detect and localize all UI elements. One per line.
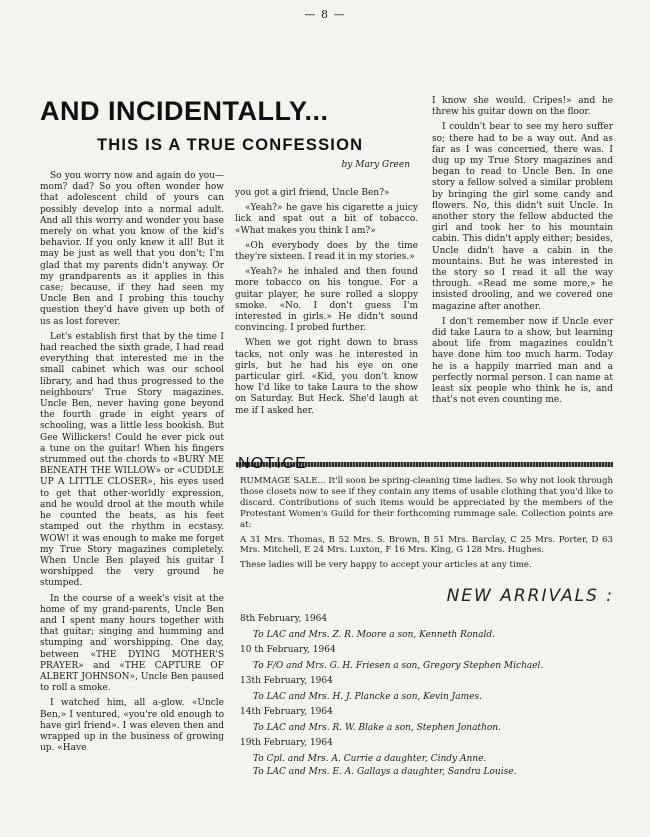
arrival-group [240,614,613,641]
article-paragraph: When we got right down to brass tacks, not only was he interested in girls, but he had his eye on one particular girl. «Kid, you don't know how I'd like to take Laura to the show on Saturday. But Heck. She'd laugh at me if I asked her. [235,338,418,416]
article-paragraph: So you worry now and again do you—mom? dad? So you often wonder how that adolescent child of yours can possibly develop into a normal adult. And all this worry and wonder you base merely on what you know of the kid's behavior. If you only knew it all! But it may be just as well that you don't; I'm glad that my parents didn't anyway. Or my grandparents as it applies in this case; because, if they had seen my Uncle Ben and I probing this touchy question they'd have given up both of us as lost forever. [40,171,224,327]
notice-title: NOTICE [238,455,308,472]
notice-body [240,476,613,575]
arrival-date: 13th February, 1964 [240,676,333,686]
article-paragraph: you got a girl friend, Uncle Ben?» [235,188,390,198]
arrival-group [240,707,613,734]
article-paragraph: «Yeah?» he inhaled and then found more tobacco on his tongue. For a guitar player, he sure rolled a sloppy smoke. «No. I don't guess I'm interested in girls.» He didn't sound convincing. I probed further. [235,267,418,334]
arrival-entry: To LAC and Mrs. H. J. Plancke a son, Kevin James. [253,692,482,702]
arrival-entry: To Cpl. and Mrs. A. Currie a daughter, Cindy Anne. [253,754,487,764]
arrival-group [240,645,613,672]
article-column-3 [432,96,613,410]
article-subheadline: THIS IS A TRUE CONFESSION [97,136,364,154]
arrival-entry: To LAC and Mrs. Z. R. Moore a son, Kenneth Ronald. [253,630,495,640]
arrival-date: 8th February, 1964 [240,614,328,624]
arrival-date: 14th February, 1964 [240,707,333,717]
article-paragraph: I don't remember now if Uncle ever did take Laura to a show, but learning about life from magazines couldn't have done him too much harm. Today he is a happily married man and a perfectly normal person. I can name at least six people who think he is, and that's not even counting me. [432,316,613,406]
article-paragraph: Let's establish first that by the time I had reached the sixth grade, I had read everything that interested me in the small cabinet which was our school library, and had thus progressed to the neighbours' True Story magazines. Uncle Ben, never having gone beyond the fourth grade in eight years of schooling, was a little less bookish. But Gee Willickers! Could he ever pick out a tune on the guitar! When his fingers strummed out the chords to «BURY ME BENEATH THE WILLOW» or «CUDDLE UP A LITTLE CLOSER», his eyes used to get that other-worldly expression, and he would drool at the mouth while he counted the beats, as his feet stamped out the rhythm in ecstasy. WOW! it was enough to make me forget my True Story magazines completely. When Uncle Ben played his guitar I worshipped the very ground he stumped. [40,331,224,589]
arrival-date: 19th February, 1964 [240,738,333,748]
notice-paragraph: RUMMAGE SALE... It'll soon be spring-cleaning time ladies. So why not look through those closets now to see if they contain any items of usable clothing that you'd like to discard. Contributions of such items would be appreciated by the members of the Protestant Women's Guild for their forthcoming rummage sale. Collection points are at: [240,476,614,530]
article-column-1 [40,171,224,758]
page-number: — 8 — [304,8,346,21]
notice-collection-points: A 31 Mrs. Thomas, B 52 Mrs. S. Brown, B 51 Mrs. Barclay, C 25 Mrs. Porter, D 63 Mrs. Mitchell, E 24 Mrs. Luxton, F 16 Mrs. King, G 128 Mrs. Hughes. [240,534,613,556]
arrival-entry: To F/O and Mrs. G. H. Friesen a son, Gregory Stephen Michael. [253,661,544,671]
article-paragraph: I watched him, all a-glow. «Uncle Ben,» I ventured, «you're old enough to have girl friend». I was eleven then and wrapped up in the business of growing up. «Have [40,698,224,754]
arrival-group [240,676,613,703]
arrival-entry: To LAC and Mrs. E. A. Gallays a daughter, Sandra Louise. [253,767,517,777]
article-paragraph: I know she would. Cripes!» and he threw his guitar down on the floor. [432,96,613,118]
article-paragraph: I couldn't bear to see my hero suffer so; there had to be a way out. And as far as I was concerned, there was. I dug up my True Story magazines and began to read to Uncle Ben. In one story a fellow solved a similar problem by bringing the girl some candy and flowers. No, this didn't suit Uncle. In another story the fellow abducted the girl and took her to his mountain cabin. This didn't apply either; besides, Uncle didn't have a cabin in the mountains. But he was interested in the story so I read it all the way through. «Read me some more,» he insisted drooling, and we covered one magazine after another. [432,122,613,312]
arrival-group [240,738,613,778]
notice-paragraph: These ladies will be very happy to accept your articles at any time. [240,560,532,571]
arrival-entry: To LAC and Mrs. R. W. Blake a son, Stephen Jonathon. [253,723,501,733]
article-byline: by Mary Green [341,160,410,170]
article-paragraph: «Yeah?» he gave his cigarette a juicy lick and spat out a bit of tobacco. «What makes you think I am?» [235,203,418,236]
article-column-2 [235,188,418,421]
arrival-date: 10 th February, 1964 [240,645,336,655]
article-paragraph: In the course of a week's visit at the home of my grand-parents, Uncle Ben and I spent many hours together with that guitar; singing and humming and stumping and worshipping. One day, between «THE DYING MOTHER'S PRAYER» and «THE CAPTURE OF ALBERT JOHNSON», Uncle Ben paused to roll a smoke. [40,593,224,694]
article-paragraph: «Oh everybody does by the time they're sixteen. I read it in my stories.» [235,240,418,263]
new-arrivals-list [240,610,613,778]
new-arrivals-title: NEW ARRIVALS : [446,586,614,606]
article-headline: AND INCIDENTALLY... [40,96,329,126]
